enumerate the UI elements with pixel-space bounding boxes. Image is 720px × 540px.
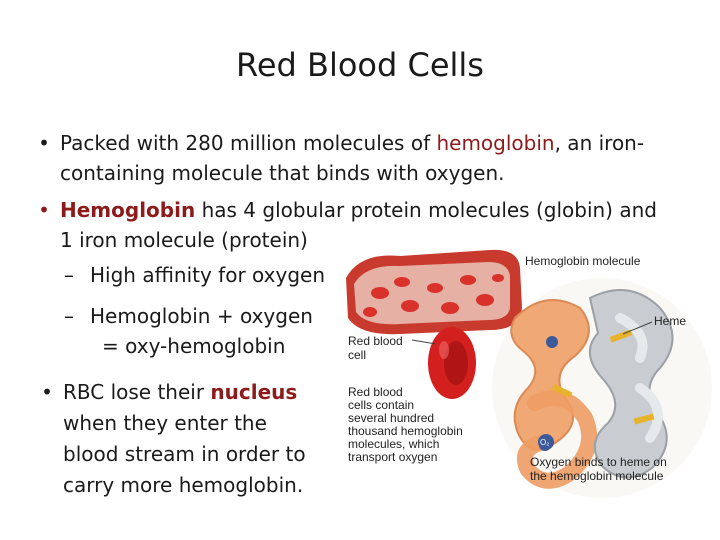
bullet-dot: • bbox=[38, 198, 50, 222]
blood-vessel-illustration bbox=[346, 250, 522, 334]
dash-symbol: – bbox=[64, 263, 74, 287]
label-contain-line-5: molecules, which bbox=[348, 437, 440, 451]
oxygen-badge bbox=[538, 434, 554, 450]
label-contain-line-2: cells contain bbox=[348, 398, 415, 412]
bullet-3-text-pre: RBC lose their bbox=[63, 380, 211, 404]
bullet-3 bbox=[41, 377, 306, 501]
sub-bullet-1 bbox=[64, 260, 326, 290]
label-contain-line-4: thousand hemoglobin bbox=[348, 424, 463, 438]
label-hemoglobin-molecule: Hemoglobin molecule bbox=[525, 254, 641, 268]
red-blood-cell-illustration bbox=[428, 327, 476, 399]
bullet-dot: • bbox=[38, 131, 50, 155]
slide-title: Red Blood Cells bbox=[236, 46, 484, 84]
sub-bullet-2-line-2: = oxy-hemoglobin bbox=[102, 334, 286, 358]
label-contain-line-3: several hundred bbox=[348, 411, 435, 425]
bullet-1-text-pre: Packed with 280 million molecules of bbox=[60, 131, 437, 155]
label-contain-line-1: Red blood bbox=[348, 385, 403, 399]
sub-bullet-1-text: High affinity for oxygen bbox=[90, 263, 326, 287]
label-rbc-line-1: Red blood bbox=[348, 334, 403, 348]
sub-bullet-2-line-1: Hemoglobin + oxygen bbox=[90, 304, 313, 328]
label-rbc-line-2: cell bbox=[348, 348, 367, 362]
bullet-3-line-4: carry more hemoglobin. bbox=[63, 473, 304, 497]
label-oxygen-line-1: Oxygen binds to heme on bbox=[530, 455, 667, 469]
bullet-2-text-post: has 4 globular protein molecules (globin) and bbox=[195, 198, 657, 222]
label-contain-line-6: transport oxygen bbox=[348, 450, 438, 464]
bullet-3-line-2: when they enter the bbox=[63, 411, 267, 435]
dash-symbol: – bbox=[64, 304, 74, 328]
oxygen-badge-text: O₂ bbox=[540, 438, 550, 447]
bullet-3-line-3: blood stream in order to bbox=[63, 442, 306, 466]
bullet-dot: • bbox=[41, 380, 53, 404]
hemoglobin-figure bbox=[340, 238, 720, 538]
sub-bullet-2 bbox=[64, 301, 313, 361]
bullet-2-keyword: Hemoglobin bbox=[60, 198, 196, 222]
bullet-1 bbox=[38, 128, 645, 188]
label-heme: Heme bbox=[654, 314, 687, 328]
bullet-2-line-2: 1 iron molecule (protein) bbox=[60, 228, 308, 252]
bullet-3-keyword: nucleus bbox=[210, 380, 298, 404]
label-oxygen-line-2: the hemoglobin molecule bbox=[530, 469, 664, 483]
bullet-1-text-post: , an iron- bbox=[554, 131, 645, 155]
bullet-1-line-2: containing molecule that binds with oxygen. bbox=[60, 161, 505, 185]
bullet-1-keyword: hemoglobin bbox=[436, 131, 555, 155]
